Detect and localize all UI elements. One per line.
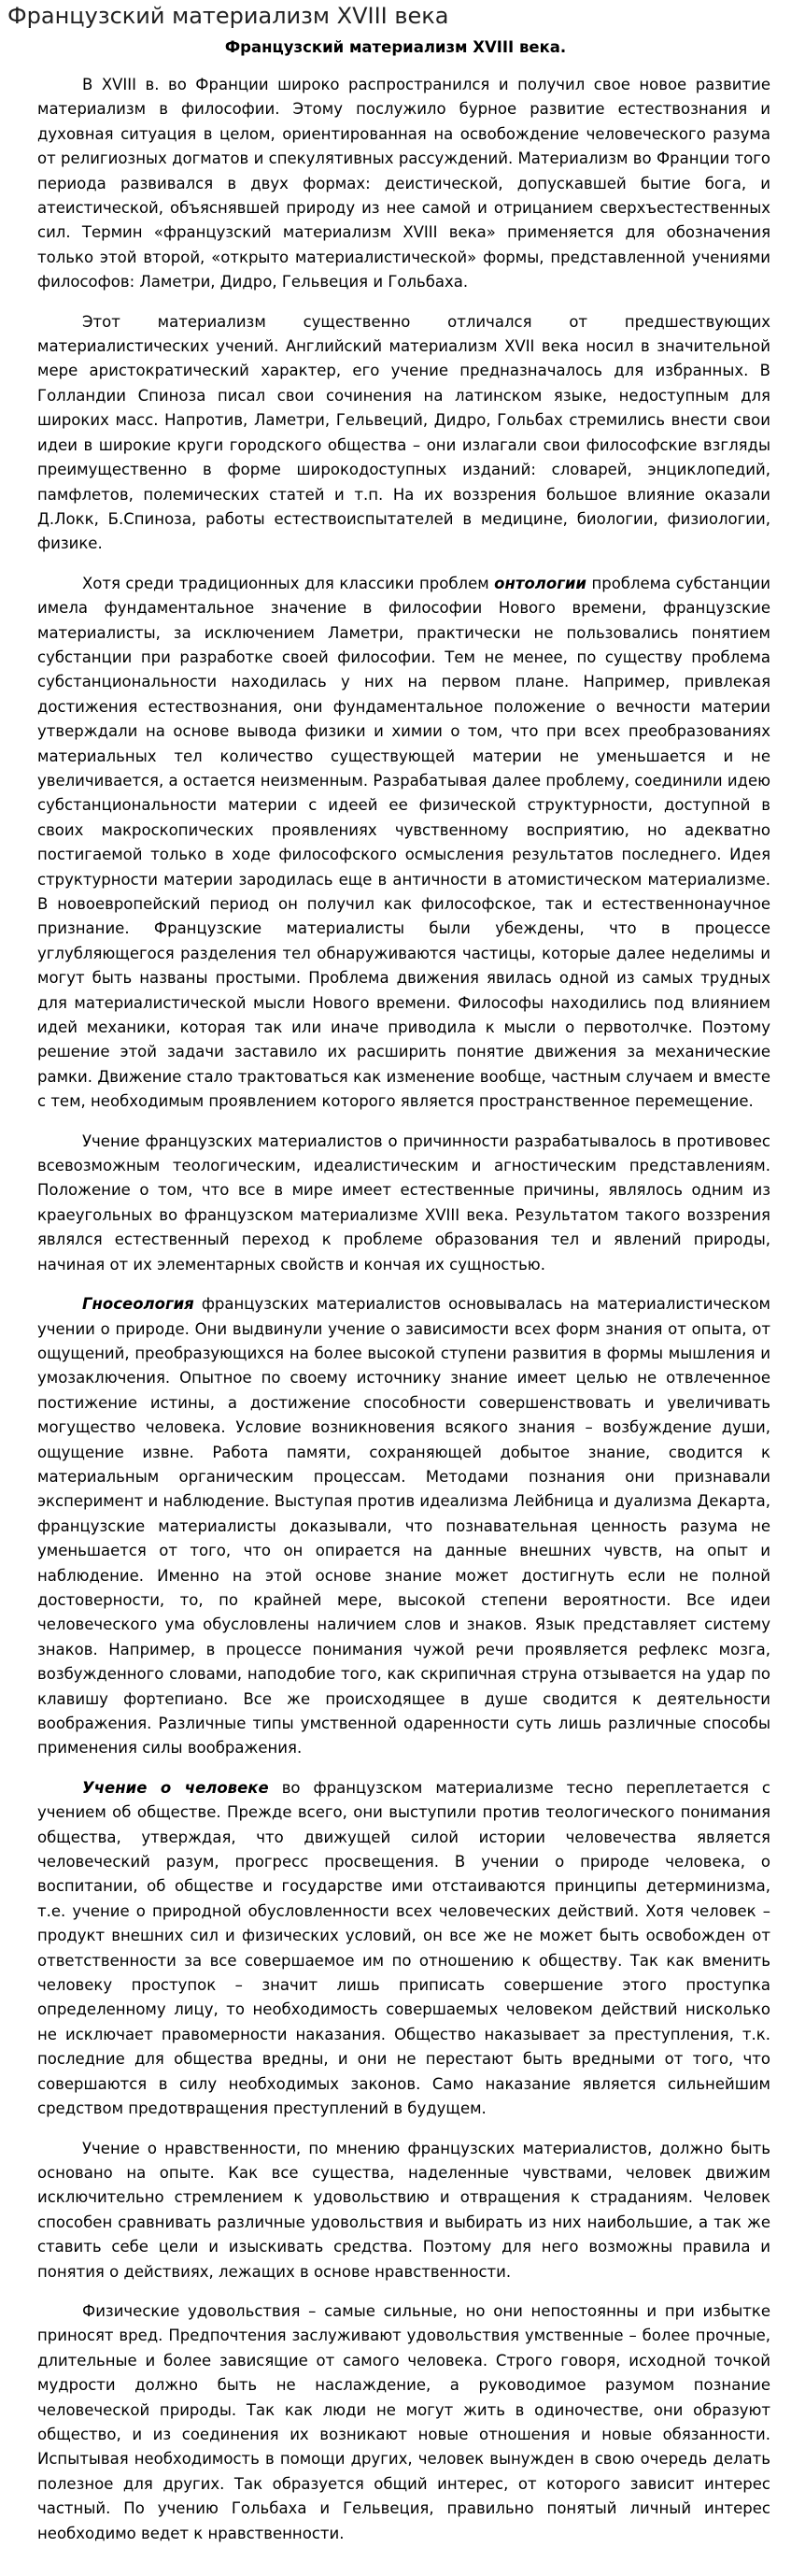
article-paragraph	[7, 73, 784, 295]
paragraph-text: Учение французских материалистов о причинности разрабатывалось в противовес всевозможным теологическим, идеалистическим и агностическим представлениям. Положение о том, что все в мире имеет естественные причины, являлось одним из краеугольных во французском материализме XVIII века. Результатом такого воззрения являлся естественный переход к проблеме образования тел и явлений природы, начиная от их элементарных свойств и кончая их сущностью.	[37, 1131, 770, 1274]
document-heading: Французский материализм XVIII века.	[224, 38, 567, 56]
article-paragraph	[7, 2137, 784, 2284]
article-paragraph	[7, 310, 784, 557]
paragraph-text: французских материалистов основывалась на материалистическом учении о природе. Они выдвинули учение о зависимости всех форм знания от опыта, от ощущений, преобразующихся на более высокой ступени развития в формы мышления и умозаключения. Опытное по своему источнику знание имеет целью не отвлеченное постижение истины, а достижение способности совершенствовать и увеличивать могущество человека. Условие возникновения всякого знания – возбуждение души, ощущение извне. Работа памяти, сохраняющей добытое знание, сводится к материальным органическим процессам. Методами познания они признавали эксперимент и наблюдение. Выступая против идеализма Лейбница и дуализма Декарта, французские материалисты доказывали, что познавательная ценность разума не уменьшается от того, что он опирается на данные внешних чувств, на опыт и наблюдение. Именно на этой основе знание может достигнуть если не полной достоверности, то, по крайней мере, высокой степени вероятности. Все идеи человеческого ума обусловлены наличием слов и знаков. Язык представляет систему знаков. Например, в процессе понимания чужой речи проявляется рефлекс мозга, возбужденного словами, наподобие того, как скрипичная струна отзывается на удар по клавишу фортепиано. Все же происходящее в душе сводится к деятельности воображения. Различные типы умственной одаренности суть лишь различные способы применения силы воображения.	[37, 1295, 770, 1758]
article-body	[7, 73, 784, 2546]
key-term: Гносеология	[82, 1295, 194, 1314]
article-paragraph	[7, 2299, 784, 2546]
page-title: Французский материализм XVIII века	[7, 3, 449, 29]
paragraph-text: Этот материализм существенно отличался от предшествующих материалистических учений. Английский материализм XVII века носил в значительной мере аристократический характер, его учение предназначалось для избранных. В Голландии Спиноза писал свои сочинения на латинском языке, недоступным для широких масс. Напротив, Ламетри, Гельвеций, Дидро, Гольбах стремились внести свои идеи в широкие круги городского общества – они излагали свои философские взгляды преимущественно в форме широкодоступных изданий: словарей, энциклопедий, памфлетов, полемических статей и т.п. На их воззрения большое влияние оказали Д.Локк, Б.Спиноза, работы естествоиспытателей в медицине, биологии, физиологии, физике.	[37, 312, 770, 553]
paragraph-text: Хотя среди традиционных для классики проблем	[82, 574, 495, 592]
paragraph-text: во французском материализме тесно переплетается с учением об обществе. Прежде всего, они выступили против теологического понимания общества, утверждая, что движущей силой истории человечества является человеческий разум, прогресс просвещения. В учении о природе человека, о воспитании, об обществе и государстве ими отстаиваются принципы детерминизма, т.е. учение о природной обусловленности всех человеческих действий. Хотя человек – продукт внешних сил и физических условий, он все же не может быть освобожден от ответственности за все совершаемое им по отношению к обществу. Так как вменить человеку проступок – значит лишь приписать совершение этого проступка определенному лицу, то необходимость совершаемых человеком действий нисколько не исключает правомерности наказания. Общество наказывает за преступления, т.к. последние для общества вредны, и они не перестают быть вредными от того, что совершаются в силу необходимых законов. Само наказание является сильнейшим средством предотвращения преступлений в будущем.	[37, 1778, 770, 2118]
paragraph-text: Физические удовольствия – самые сильные, но они непостоянны и при избытке приносят вред. Предпочтения заслуживают удовольствия умственные – более прочные, длительные и более зависящие от самого человека. Строго говоря, исходной точкой мудрости должно быть не наслаждение, а руководимое разумом познание человеческой природы. Так как люди не могут жить в одиночестве, они образуют общество, и из соединения их возникают новые отношения и новые обязанности. Испытывая необходимость в помощи других, человек вынужден в свою очередь делать полезное для других. Так образуется общий интерес, от которого зависит интерес частный. По учению Гольбаха и Гельвеция, правильно понятый личный интерес необходимо ведет к нравственности.	[37, 2301, 770, 2542]
paragraph-text: проблема субстанции имела фундаментальное значение в философии Нового времени, французские материалисты, за исключением Ламетри, практически не пользовались понятием субстанции при разработке своей философии. Тем не менее, по существу проблема субстанциональности находилась у них на первом плане. Например, привлекая достижения естествознания, они фундаментальное положение о вечности материи утверждали на основе вывода физики и химии о том, что при всех преобразованиях материальных тел количество существующей материи не уменьшается и не увеличивается, а остается неизменным. Разрабатывая далее проблему, соединили идею субстанциональности материи с идеей ее физической структурности, доступной в своих макроскопических проявлениях чувственному восприятию, но адекватно постигаемой только в ходе философского осмысления результатов последнего. Идея структурности материи зародилась еще в античности в атомистическом материализме. В новоевропейский период он получил как философское, так и естественнонаучное признание. Французские материалисты были убеждены, что в процессе углубляющегося разделения тел обнаруживаются частицы, которые далее неделимы и могут быть названы простыми. Проблема движения явилась одной из самых трудных для материалистической мысли Нового времени. Философы находились под влиянием идей механики, которая так или иначе приводила к мысли о первотолчке. Поэтому решение этой задачи заставило их расширить понятие движения за механические рамки. Движение стало трактоваться как изменение вообще, частным случаем и вместе с тем, необходимым проявлением которого является пространственное перемещение.	[37, 574, 770, 1111]
article-paragraph	[7, 1292, 784, 1761]
article-paragraph	[7, 1776, 784, 2122]
document-page	[0, 2, 791, 2576]
article-paragraph	[7, 1130, 784, 1277]
paragraph-text: Учение о нравственности, по мнению французских материалистов, должно быть основано на опыте. Как все существа, наделенные чувствами, человек движим исключительно стремлением к удовольствию и отвращения к страданиям. Человек способен сравнивать различные удовольствия и выбирать из них наибольшие, а так же ставить себе цели и изыскивать средства. Поэтому для него возможны правила и понятия о действиях, лежащих в основе нравственности.	[37, 2139, 770, 2281]
key-term: Учение о человеке	[82, 1778, 269, 1797]
paragraph-text: В XVIII в. во Франции широко распространился и получил свое новое развитие материализм в философии. Этому послужило бурное развитие естествознания и духовная ситуация в целом, ориентированная на освобождение человеческого разума от религиозных догматов и спекулятивных рассуждений. Материализм во Франции того периода развивался в двух формах: деистической, допускавшей бытие бога, и атеистической, объяснявшей природу из нее самой и отрицанием сверхъестественных сил. Термин «французский материализм XVIII века» применяется для обозначения только этой второй, «открыто материалистической» формы, представленной учениями философов: Ламетри, Дидро, Гельвеция и Гольбаха.	[37, 76, 770, 292]
key-term: онтологии	[494, 574, 586, 592]
article-paragraph	[7, 572, 784, 1115]
